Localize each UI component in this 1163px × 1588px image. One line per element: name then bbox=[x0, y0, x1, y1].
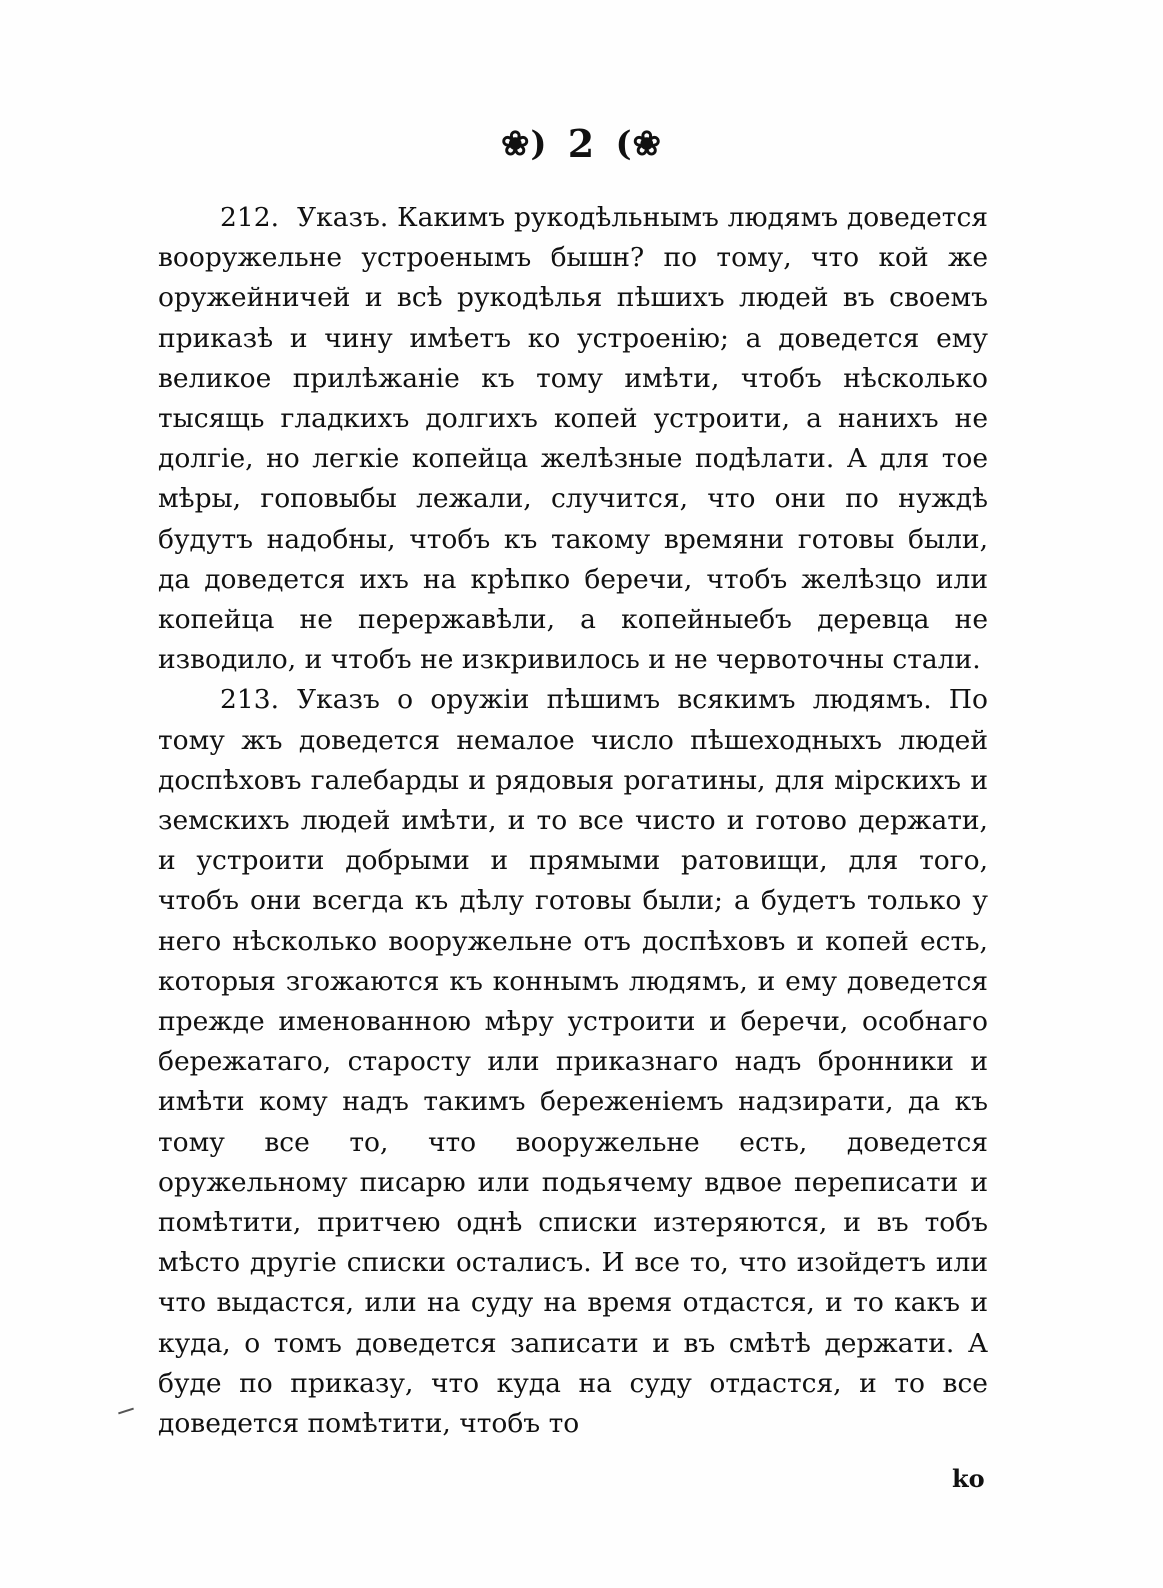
paragraph-text: по тому, что кой же оружейничей и всѣ рукодѣлья пѣшихъ людей въ своемъ приказѣ и чину имѣетъ ко устроенію; а доведется ему великое прилѣжаніе къ тому имѣти, чтобъ нѣсколько тысящь гладкихъ долгихъ копей устроити, а нанихъ не долгіе, но легкіе копейца желѣзные подѣлати. А для тое мѣры, гоповыбы лежали, случится, что они по нуждѣ будутъ надобны, чтобъ къ такому времяни готовы были, да доведется ихъ на крѣпко беречи, чтобъ желѣзцо или копейца не перержавѣли, а копейныебъ деревца не изводило, и чтобъ не изкривилось и не червоточны стали. bbox=[158, 242, 988, 676]
paragraph-number: 212. bbox=[220, 202, 280, 233]
paragraph-number: 213. bbox=[220, 684, 280, 716]
paragraph-213 bbox=[158, 680, 988, 1444]
paragraph-title: Указъ. Какимъ рукодѣльнымъ людямъ доведется вооружельне устроенымъ бышн? bbox=[158, 202, 988, 274]
body-text bbox=[158, 198, 988, 1444]
ornament-left-icon: ❀) bbox=[500, 123, 548, 164]
margin-mark bbox=[118, 1408, 134, 1415]
paragraph-text: По тому жъ доведется немалое число пѣшеходныхъ людей доспѣховъ галебарды и рядовыя рогатины, для мірскихъ и земскихъ людей имѣти, и то все чисто и готово держати, и устроити добрыми и прямыми ратовищи, для того, чтобъ они всегда къ дѣлу готовы были; а будетъ только у него нѣсколько вооружельне отъ доспѣховъ и копей есть, которыя згожаются къ коннымъ людямъ, и ему доведется прежде именованною мѣру устроити и беречи, особнаго бережатаго, старосту или приказнаго надъ бронники и имѣти кому надъ такимъ береженіемъ надзирати, да къ тому все то, что вооружельне есть, доведется оружельному писарю или подьячему вдвое переписати и помѣтити, притчею однѣ списки изтеряются, и въ тобъ мѣсто другіе списки осталисъ. И все то, что изойдетъ или что выдастся, или на суду на время отдастся, и то какъ и куда, о томъ доведется записати и въ смѣтѣ держати. А буде по приказу, что куда на суду отдастся, и то все доведется помѣтити, чтобъ то bbox=[158, 684, 988, 1440]
page-header bbox=[0, 118, 1163, 166]
paragraph-title: Указъ о оружіи пѣшимъ всякимъ людямъ. bbox=[297, 684, 932, 716]
page-number: 2 bbox=[567, 120, 596, 166]
ornament-right-icon: (❀ bbox=[615, 123, 663, 164]
catchword: ko bbox=[952, 1464, 985, 1493]
paragraph-212 bbox=[158, 198, 988, 680]
